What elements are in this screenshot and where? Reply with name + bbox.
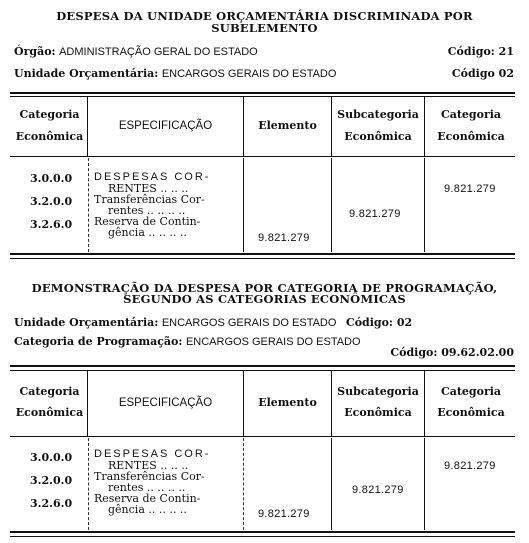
- table1-bottom-rule-2: [10, 258, 515, 259]
- table2-top-rule: [10, 365, 515, 367]
- unidade-value: ENCARGOS GERAIS DO ESTADO: [161, 68, 337, 80]
- orgao-value: ADMINISTRAÇÃO GERAL DO ESTADO: [59, 46, 258, 58]
- t1-hdr-categoria2-2: Econômica: [437, 130, 505, 143]
- s2-unidade-value: ENCARGOS GERAIS DO ESTADO: [161, 317, 337, 329]
- table1-bottom-rule: [10, 253, 515, 255]
- t2-hdr-categoria-2: Econômica: [15, 406, 84, 419]
- section2-unidade-row: [14, 316, 514, 330]
- t1-subcategoria-value: 9.821.279: [349, 208, 401, 220]
- t1-spec-line-2: RENTES .. .. ..: [108, 182, 189, 195]
- t1-body-div-1: [88, 158, 89, 252]
- table2-top-rule-2: [10, 370, 515, 371]
- t2-code-1: 3.0.0.0: [30, 451, 73, 464]
- s2-categoria-code: Código: 09.62.02.00: [390, 346, 514, 359]
- t1-body-div-3: [331, 158, 332, 252]
- t2-body-div-1: [88, 438, 89, 530]
- s2-categoria-label: Categoria de Programação:: [14, 335, 183, 348]
- t2-subcategoria-value: 9.821.279: [352, 484, 404, 496]
- t1-hdr-categoria-2: Econômica: [15, 130, 84, 143]
- table1-top-rule: [10, 92, 515, 94]
- t2-hdr-categoria2-2: Econômica: [437, 406, 505, 419]
- s2-unidade-code: Código: 02: [345, 316, 413, 329]
- t2-hdr-especificacao: ESPECIFICAÇÃO: [118, 397, 213, 409]
- unidade-label: Unidade Orçamentária:: [14, 67, 159, 80]
- t2-body-div-3: [331, 438, 332, 530]
- table2-header-rule: [10, 436, 515, 437]
- section1-orgao-row: [14, 45, 514, 59]
- unidade-code: Código 02: [451, 67, 514, 80]
- table1-header-rule: [10, 156, 515, 157]
- table2-bottom-rule-2: [10, 536, 515, 537]
- t1-code-2: 3.2.0.0: [30, 195, 73, 208]
- orgao-code: Código: 21: [447, 45, 514, 58]
- t1-categoria-value: 9.821.279: [444, 183, 496, 195]
- t1-spec-line-4: rentes .. .. .. ..: [108, 204, 186, 217]
- section1-unidade-row: [14, 67, 514, 81]
- s2-unidade-label: Unidade Orçamentária:: [14, 316, 159, 329]
- section2-title-line2: SEGUNDO AS CATEGORIAS ECONÔMICAS: [123, 292, 406, 306]
- t2-spec-line-6: gência .. .. .. ..: [108, 503, 187, 516]
- t2-code-3: 3.2.6.0: [30, 497, 73, 510]
- t2-spec-line-5: Reserva de Contin-: [94, 492, 201, 505]
- orgao-label: Órgão:: [14, 45, 56, 58]
- t1-spec-line-6: gência .. .. .. ..: [108, 226, 187, 239]
- section1-title-line2: SUBELEMENTO: [211, 21, 318, 35]
- t2-elemento-value: 9.821.279: [258, 508, 310, 520]
- table2-bottom-rule: [10, 531, 515, 533]
- t1-hdr-subcategoria-1: Subcategoria: [337, 108, 419, 121]
- t2-hdr-categoria-1: Categoria: [19, 385, 80, 398]
- t2-hdr-categoria2-1: Categoria: [440, 385, 502, 398]
- table1-top-rule-2: [10, 96, 515, 97]
- t2-spec-line-2: RENTES .. .. ..: [108, 459, 189, 472]
- t2-spec-line-4: rentes .. .. .. ..: [108, 481, 186, 494]
- t2-spec: [94, 449, 224, 515]
- t2-categoria-value: 9.821.279: [444, 460, 496, 472]
- t1-hdr-categoria2-1: Categoria: [440, 108, 502, 121]
- t1-code-1: 3.0.0.0: [30, 172, 73, 185]
- t1-spec-line-1: DESPESAS COR-: [94, 171, 211, 183]
- t1-code-3: 3.2.6.0: [30, 218, 73, 231]
- t1-spec-line-5: Reserva de Contin-: [94, 215, 201, 228]
- t1-spec: [94, 172, 224, 238]
- t2-code-2: 3.2.0.0: [30, 474, 73, 487]
- t2-body-div-2: [243, 438, 244, 530]
- t1-body-div-4: [424, 158, 425, 252]
- t2-body-div-4: [424, 438, 425, 530]
- section2-title-line1: DEMONSTRAÇÃO DA DESPESA POR CATEGORIA DE PROGRAMAÇÃO,: [31, 281, 498, 295]
- section1-title-line1: DESPESA DA UNIDADE ORÇAMENTÁRIA DISCRIMINADA POR: [56, 9, 473, 23]
- t2-hdr-subcategoria-1: Subcategoria: [337, 385, 419, 398]
- t1-spec-line-3: Transferências Cor-: [94, 193, 205, 206]
- t2-hdr-subcategoria-2: Econômica: [344, 406, 412, 419]
- t1-hdr-especificacao: ESPECIFICAÇÃO: [118, 120, 213, 132]
- t2-spec-line-1: DESPESAS COR-: [94, 448, 211, 460]
- t1-elemento-value: 9.821.279: [258, 232, 310, 244]
- t2-spec-line-3: Transferências Cor-: [94, 470, 205, 483]
- t1-hdr-subcategoria-2: Econômica: [344, 130, 412, 143]
- s2-categoria-value: ENCARGOS GERAIS DO ESTADO: [185, 336, 361, 348]
- t1-hdr-categoria-1: Categoria: [19, 108, 80, 121]
- t2-hdr-elemento: Elemento: [258, 396, 317, 409]
- t1-hdr-elemento: Elemento: [258, 119, 317, 132]
- t1-body-div-2: [243, 158, 244, 252]
